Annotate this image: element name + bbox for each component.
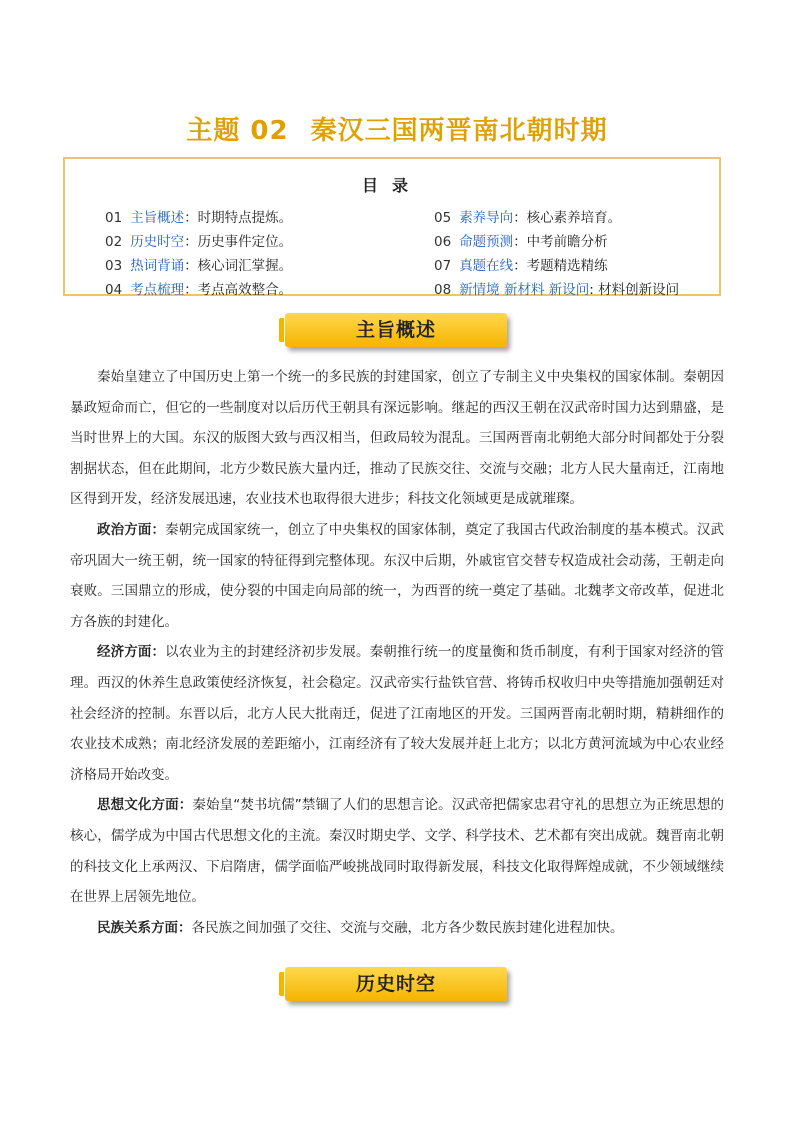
paragraph-text: 各民族之间加强了交往、交流与交融，北方各少数民族封建化进程加快。 [191, 919, 624, 936]
title-text: 秦汉三国两晋南北朝时期 [310, 116, 608, 146]
ethnic-paragraph [70, 913, 724, 944]
toc-item-desc: ：核心词汇掌握。 [184, 258, 293, 274]
toc-item-07[interactable] [434, 254, 608, 274]
toc-item-desc: ：考题精选精练 [513, 258, 608, 274]
paragraph-lead: 民族关系方面： [97, 919, 192, 936]
toc-item-06[interactable] [434, 230, 608, 250]
overview-content [70, 362, 724, 943]
paragraph-lead: 政治方面： [97, 521, 166, 538]
table-of-contents [63, 157, 721, 296]
toc-item-desc: ：中考前瞻分析 [513, 234, 608, 250]
title-prefix: 主题 02 [186, 116, 289, 146]
toc-item-name: 主旨概述 [130, 210, 185, 226]
toc-item-name: 考点梳理 [130, 282, 185, 298]
toc-item-desc: : 材料创新设问 [589, 282, 680, 298]
toc-heading: 目录 [361, 176, 422, 195]
economy-paragraph [70, 637, 724, 790]
paragraph-text: 秦始皇“焚书坑儒”禁锢了人们的思想言论。汉武帝把儒家忠君守礼的思想立为正统思想的核心，儒学成为中国古代思想文化的主流。秦汉时期史学、文学、科学技术、艺术都有突出成就。魏晋南北朝的科技文化上承两汉、下启隋唐，儒学面临严峻挑战同时取得新发展，科技文化取得辉煌成就，不少领域继续在世界上居领先地位。 [70, 797, 724, 906]
paragraph-lead: 思想文化方面： [97, 797, 193, 814]
toc-item-name: 命题预测 [459, 234, 514, 250]
paragraph-text: 以农业为主的封建经济初步发展。秦朝推行统一的度量衡和货币制度，有利于国家对经济的管理。西汉的休养生息政策使经济恢复，社会稳定。汉武帝实行盐铁官营、将铸币权收归中央等措施加强朝廷对社会经济的控制。东晋以后，北方人民大批南迁，促进了江南地区的开发。三国两晋南北朝时期，精耕细作的农业技术成熟；南北经济发展的差距缩小，江南经济有了较大发展并赶上北方；以北方黄河流域为中心农业经济格局开始改变。 [70, 644, 725, 783]
toc-item-number: 01 [105, 210, 123, 226]
toc-item-02[interactable] [105, 230, 292, 250]
toc-item-04[interactable] [105, 278, 292, 298]
toc-item-name: 热词背诵 [130, 258, 185, 274]
toc-item-01[interactable] [105, 206, 292, 226]
toc-item-desc: ：时期特点提炼。 [184, 210, 293, 226]
toc-item-number: 03 [105, 258, 123, 274]
toc-item-05[interactable] [434, 206, 621, 226]
paragraph-lead: 经济方面： [97, 644, 166, 661]
toc-item-name: 历史时空 [130, 234, 185, 250]
section-banner-timeline: 历史时空 [285, 967, 507, 1001]
intro-paragraph: 秦始皇建立了中国历史上第一个统一的多民族的封建国家，创立了专制主义中央集权的国家体制。秦朝因暴政短命而亡，但它的一些制度对以后历代王朝具有深远影响。继起的西汉王朝在汉武帝时国力达到鼎盛，是当时世界上的大国。东汉的版图大致与西汉相当，但政局较为混乱。三国两晋南北朝绝大部分时间都处于分裂割据状态，但在此期间，北方少数民族大量内迁，推动了民族交往、交流与交融；北方人民大量南迁，江南地区得到开发，经济发展迅速，农业技术也取得很大进步；科技文化领域更是成就璀璨。 [70, 369, 724, 508]
culture-paragraph [70, 790, 724, 912]
toc-item-number: 04 [105, 282, 123, 298]
toc-item-number: 02 [105, 234, 123, 250]
toc-item-03[interactable] [105, 254, 292, 274]
toc-item-name: 真题在线 [459, 258, 514, 274]
toc-item-number: 08 [434, 282, 452, 298]
toc-item-number: 07 [434, 258, 452, 274]
paragraph-text: 秦朝完成国家统一，创立了中央集权的国家体制，奠定了我国古代政治制度的基本模式。汉武帝巩固大一统王朝，统一国家的特征得到完整体现。东汉中后期，外戚宦官交替专权造成社会动荡，王朝走向衰败。三国鼎立的形成，使分裂的中国走向局部的统一，为西晋的统一奠定了基础。北魏孝文帝改革，促进北方各族的封建化。 [70, 521, 725, 630]
toc-item-number: 05 [434, 210, 452, 226]
section-banner-overview: 主旨概述 [285, 313, 507, 347]
toc-item-name: 素养导向 [459, 210, 514, 226]
politics-paragraph [70, 515, 724, 637]
toc-item-name: 新情境 新材料 新设问 [459, 282, 590, 298]
toc-item-number: 06 [434, 234, 452, 250]
toc-item-desc: ：考点高效整合。 [184, 282, 293, 298]
toc-item-08[interactable] [434, 278, 679, 298]
toc-item-desc: ：核心素养培育。 [513, 210, 622, 226]
page-title [0, 110, 794, 147]
toc-item-desc: ：历史事件定位。 [184, 234, 293, 250]
